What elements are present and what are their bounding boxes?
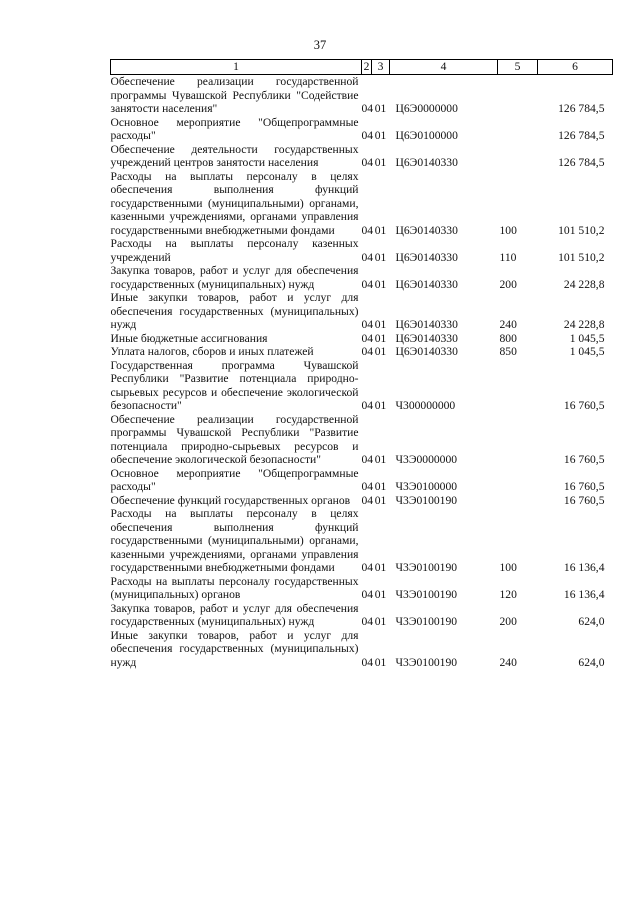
row-subsection: 01 [374, 223, 387, 237]
table-row [111, 332, 613, 346]
table-row [111, 507, 613, 575]
row-section: 04 [361, 453, 374, 466]
row-section: 04 [361, 615, 374, 628]
row-name: Расходы на выплаты персоналу казенных учреждений [110, 237, 359, 264]
page-number: 37 [313, 38, 327, 52]
header-col-6: 6 [538, 60, 613, 75]
table-row [111, 345, 613, 359]
row-target-article: Ч3Э0100190 [395, 655, 458, 669]
row-subsection: 01 [374, 480, 387, 493]
row-amount: 126 784,5 [558, 102, 605, 115]
row-name: Расходы на выплаты персоналу государственных (муниципальных) органов [110, 574, 359, 601]
table-row [111, 467, 613, 494]
table-row [111, 237, 613, 264]
row-expense-type: 110 [499, 250, 517, 264]
row-section: 04 [361, 331, 374, 345]
row-expense-type: 800 [499, 331, 517, 345]
row-subsection: 01 [374, 277, 387, 291]
row-section: 04 [361, 655, 374, 669]
row-target-article: Ц6Э0140330 [395, 223, 458, 237]
row-target-article: Ц6Э0100000 [395, 129, 458, 142]
row-amount: 16 136,4 [563, 588, 605, 601]
row-name: Обеспечение реализации государственной программы Чувашской Республики "Развитие потенциала природно-сырьевых ресурсов и обеспечение экологической безопасности" [110, 412, 359, 466]
row-section: 04 [361, 129, 374, 142]
row-amount: 16 760,5 [563, 480, 605, 493]
table-header [111, 60, 613, 75]
row-expense-type [498, 116, 538, 143]
row-section: 04 [361, 480, 374, 493]
table-row [111, 75, 613, 116]
table-row [111, 143, 613, 170]
row-name: Иные бюджетные ассигнования [110, 331, 268, 345]
table-row [111, 170, 613, 238]
row-section: 04 [361, 399, 374, 412]
row-subsection: 01 [374, 331, 387, 345]
row-target-article: Ц6Э0140330 [395, 250, 458, 264]
row-amount: 624,0 [578, 615, 605, 628]
row-name: Расходы на выплаты персоналу в целях обеспечения выполнения функций государственными (муниципальными) органами, казенными учреждениями, органами управления государственными внебюджетными фондами [110, 507, 359, 574]
row-target-article: Ч3Э0000000 [395, 453, 458, 466]
row-subsection: 01 [374, 156, 387, 169]
row-expense-type [498, 143, 538, 170]
row-section: 04 [361, 277, 374, 291]
row-subsection: 01 [374, 493, 387, 507]
row-name: Обеспечение функций государственных органов [110, 493, 351, 507]
row-subsection: 01 [374, 561, 387, 574]
row-expense-type: 850 [499, 345, 517, 358]
row-name: Расходы на выплаты персоналу в целях обеспечения выполнения функций государственными (муниципальными) органами, казенными учреждениями, органами управления государственными внебюджетными фондами [110, 169, 359, 237]
row-name: Закупка товаров, работ и услуг для обеспечения государственных (муниципальных) нужд [110, 264, 359, 291]
row-amount: 101 510,2 [558, 250, 605, 264]
row-amount: 16 760,5 [563, 493, 605, 507]
row-name: Обеспечение реализации государственной программы Чувашской Республики "Содействие занятости населения" [110, 75, 359, 115]
row-amount: 24 228,8 [563, 318, 605, 331]
row-expense-type: 240 [499, 655, 517, 669]
table-row [111, 116, 613, 143]
row-name: Государственная программа Чувашской Республики "Развитие потенциала природно-сырьевых ресурсов и обеспечение экологической безопасности" [110, 358, 359, 412]
row-name: Иные закупки товаров, работ и услуг для обеспечения государственных (муниципальных) нужд [110, 291, 359, 331]
row-subsection: 01 [374, 102, 387, 115]
row-section: 04 [361, 318, 374, 331]
row-expense-type: 100 [499, 223, 517, 237]
row-target-article: Ч3Э0100000 [395, 480, 458, 493]
row-name: Обеспечение деятельности государственных учреждений центров занятости населения [110, 142, 359, 169]
row-expense-type [498, 467, 538, 494]
row-name: Иные закупки товаров, работ и услуг для обеспечения государственных (муниципальных) нужд [110, 628, 359, 669]
row-subsection: 01 [374, 615, 387, 628]
row-subsection: 01 [374, 453, 387, 466]
row-name: Основное мероприятие "Общепрограммные расходы" [110, 466, 359, 493]
table-row [111, 359, 613, 413]
row-expense-type: 120 [499, 588, 517, 601]
row-subsection: 01 [374, 250, 387, 264]
row-expense-type [498, 359, 538, 413]
row-amount: 624,0 [578, 655, 605, 669]
header-col-3: 3 [372, 60, 390, 75]
header-col-1: 1 [111, 60, 362, 75]
table-row [111, 629, 613, 670]
table-body [111, 75, 613, 670]
row-subsection: 01 [374, 655, 387, 669]
table-row [111, 413, 613, 467]
row-amount: 1 045,5 [569, 331, 605, 345]
header-col-4: 4 [390, 60, 498, 75]
row-name: Уплата налогов, сборов и иных платежей [110, 345, 314, 358]
row-target-article: Ц6Э0140330 [395, 331, 458, 345]
row-subsection: 01 [374, 345, 387, 358]
row-target-article: Ц6Э0140330 [395, 277, 458, 291]
table-row [111, 575, 613, 602]
row-target-article: Ц6Э0140330 [395, 156, 458, 169]
row-expense-type: 100 [499, 561, 517, 574]
row-amount: 1 045,5 [569, 345, 605, 358]
row-target-article: Ч3Э0100190 [395, 588, 458, 601]
row-section: 04 [361, 223, 374, 237]
header-col-2: 2 [362, 60, 372, 75]
header-col-5: 5 [498, 60, 538, 75]
row-expense-type: 200 [499, 277, 517, 291]
row-expense-type: 240 [499, 318, 517, 331]
row-amount: 24 228,8 [563, 277, 605, 291]
row-section: 04 [361, 250, 374, 264]
row-section: 04 [361, 156, 374, 169]
table-row [111, 264, 613, 291]
row-expense-type [498, 75, 538, 116]
row-name: Основное мероприятие "Общепрограммные расходы" [110, 115, 359, 142]
row-amount: 126 784,5 [558, 129, 605, 142]
row-expense-type [498, 494, 538, 508]
row-subsection: 01 [374, 588, 387, 601]
row-amount: 16 760,5 [563, 453, 605, 466]
table-row [111, 291, 613, 332]
row-target-article: Ц6Э0140330 [395, 318, 458, 331]
budget-table [110, 59, 613, 669]
row-target-article: Ц6Э0000000 [395, 102, 458, 115]
row-expense-type [498, 413, 538, 467]
row-target-article: Ц6Э0140330 [395, 345, 458, 358]
row-section: 04 [361, 493, 374, 507]
row-target-article: Ч300000000 [395, 399, 456, 412]
row-name: Закупка товаров, работ и услуг для обеспечения государственных (муниципальных) нужд [110, 601, 359, 628]
row-section: 04 [361, 345, 374, 358]
row-target-article: Ч3Э0100190 [395, 615, 458, 628]
row-section: 04 [361, 588, 374, 601]
row-target-article: Ч3Э0100190 [395, 561, 458, 574]
row-target-article: Ч3Э0100190 [395, 493, 458, 507]
row-subsection: 01 [374, 318, 387, 331]
row-subsection: 01 [374, 399, 387, 412]
row-section: 04 [361, 102, 374, 115]
row-expense-type: 200 [499, 615, 517, 628]
row-amount: 16 760,5 [563, 399, 605, 412]
row-section: 04 [361, 561, 374, 574]
row-subsection: 01 [374, 129, 387, 142]
row-amount: 126 784,5 [558, 156, 605, 169]
table-row [111, 602, 613, 629]
row-amount: 16 136,4 [563, 561, 605, 574]
table-row [111, 494, 613, 508]
row-amount: 101 510,2 [558, 223, 605, 237]
